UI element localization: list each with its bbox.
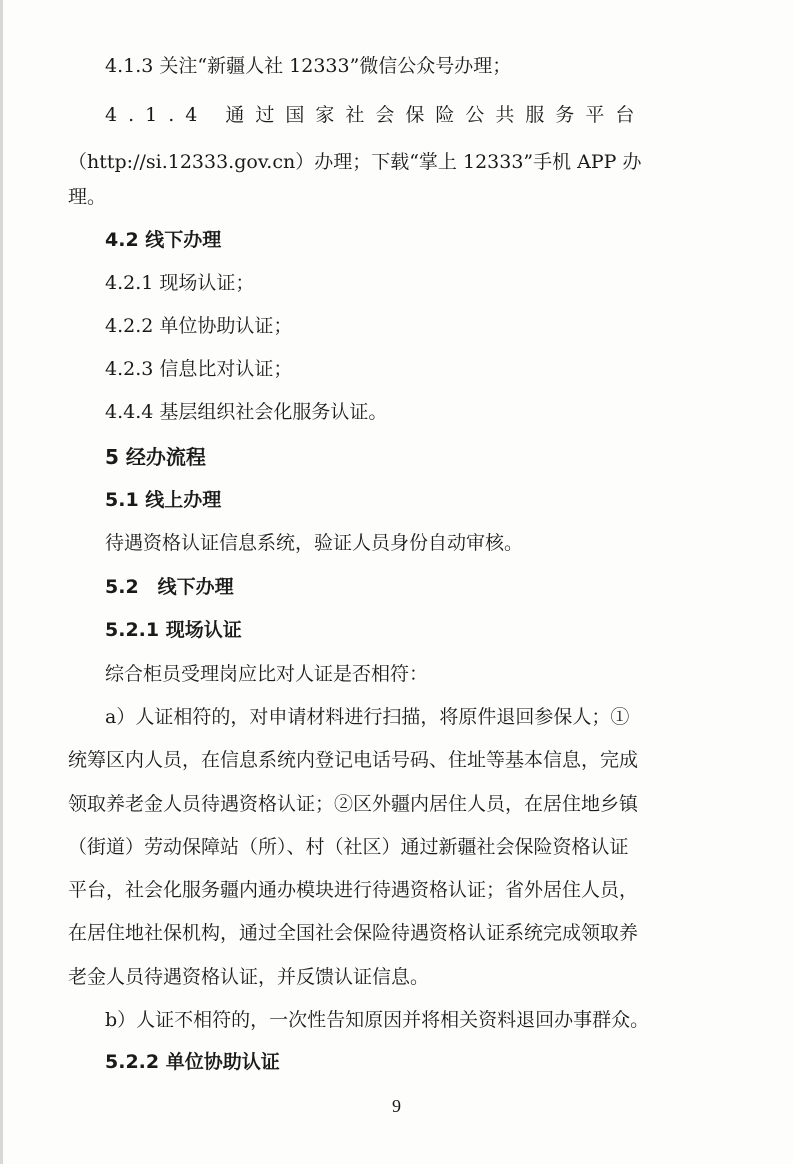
clause-4-1-4-cont-2: 理。 (68, 186, 107, 208)
para-item-a-line-6: 在居住地社保机构，通过全国社会保险待遇资格认证系统完成领取养 (68, 922, 639, 944)
clause-4-4-4: 4.4.4 基层组织社会化服务认证。 (105, 401, 388, 423)
para-5-2-1-intro: 综合柜员受理岗应比对人证是否相符： (105, 663, 429, 685)
clause-4-2-2: 4.2.2 单位协助认证； (105, 315, 293, 337)
para-item-a-line-4: （街道）劳动保障站（所）、村（社区）通过新疆社会保险资格认证 (68, 836, 629, 858)
heading-5-2-1: 5.2.1 现场认证 (105, 619, 242, 641)
clause-4-1-3: 4.1.3 关注“新疆人社 12333”微信公众号办理； (105, 55, 512, 77)
heading-5-1: 5.1 线上办理 (105, 489, 222, 511)
heading-5: 5 经办流程 (105, 445, 206, 469)
para-item-a-line-2: 统筹区内人员，在信息系统内登记电话号码、住址等基本信息，完成 (68, 749, 639, 771)
clause-4-1-4: 4.1.4 通过国家社会保险公共服务平台 (105, 104, 646, 126)
heading-4-2: 4.2 线下办理 (105, 229, 222, 251)
heading-5-2: 5.2 线下办理 (105, 576, 234, 598)
para-item-a-line-1: a）人证相符的，对申请材料进行扫描，将原件退回参保人；① (105, 706, 630, 728)
para-item-a-line-7: 老金人员待遇资格认证，并反馈认证信息。 (68, 966, 430, 988)
para-item-b: b）人证不相符的，一次性告知原因并将相关资料退回办事群众。 (105, 1009, 650, 1031)
para-item-a-line-5: 平台，社会化服务疆内通办模块进行待遇资格认证；省外居住人员， (68, 879, 639, 901)
page-number: 9 (392, 1096, 401, 1116)
para-5-1: 待遇资格认证信息系统，验证人员身份自动审核。 (105, 532, 524, 554)
clause-4-2-3: 4.2.3 信息比对认证； (105, 358, 293, 380)
clause-4-1-4-cont-1: （http://si.12333.gov.cn）办理；下载“掌上 12333”手机 APP 办 (68, 151, 642, 173)
scan-edge (0, 0, 3, 1164)
heading-5-2-2: 5.2.2 单位协助认证 (105, 1051, 280, 1073)
clause-4-2-1: 4.2.1 现场认证； (105, 272, 255, 294)
para-item-a-line-3: 领取养老金人员待遇资格认证；②区外疆内居住人员，在居住地乡镇 (68, 793, 639, 815)
